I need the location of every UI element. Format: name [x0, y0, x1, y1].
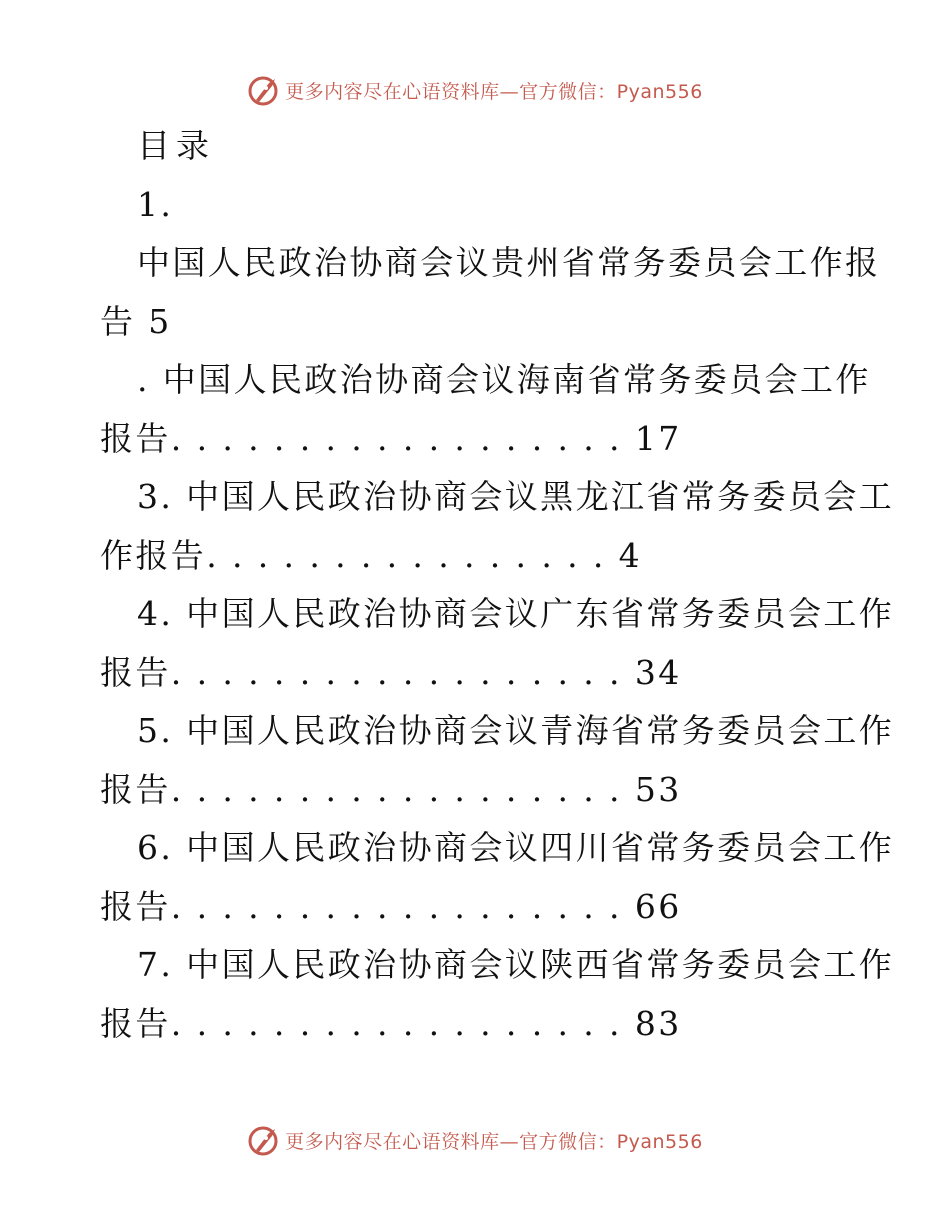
toc-line: 3. 中国人民政治协商会议黑龙江省常务委员会工 — [137, 477, 895, 516]
pen-nib-logo-icon — [247, 73, 281, 107]
toc-line: 报告. . . . . . . . . . . . . . . . . . 83 — [100, 1003, 682, 1043]
toc-title: 目录 — [137, 126, 215, 165]
header-watermark — [0, 70, 950, 110]
watermark-text: 更多内容尽在心语资料库—官方微信：Pyan556 — [285, 1130, 703, 1153]
toc-line: 报告. . . . . . . . . . . . . . . . . . 34 — [100, 652, 682, 692]
toc-line: 告 5 — [100, 301, 172, 341]
toc-line: 报告. . . . . . . . . . . . . . . . . . 53 — [100, 769, 682, 809]
toc-line: 报告. . . . . . . . . . . . . . . . . . 17 — [100, 418, 682, 458]
toc-line: 5. 中国人民政治协商会议青海省常务委员会工作 — [137, 711, 895, 750]
toc-line: 1. — [137, 184, 174, 224]
watermark-text: 更多内容尽在心语资料库—官方微信：Pyan556 — [285, 80, 703, 103]
toc-line: 作报告. . . . . . . . . . . . . . . . 4 — [100, 535, 643, 575]
footer-watermark — [0, 1120, 950, 1160]
toc-line: 中国人民政治协商会议贵州省常务委员会工作报 — [137, 243, 881, 282]
wechat-id: Pyan556 — [616, 80, 703, 103]
toc-line: 报告. . . . . . . . . . . . . . . . . . 66 — [100, 886, 682, 926]
toc-line: 7. 中国人民政治协商会议陕西省常务委员会工作 — [137, 945, 895, 984]
toc-line: . 中国人民政治协商会议海南省常务委员会工作 — [137, 360, 871, 399]
pen-nib-logo-icon — [247, 1123, 281, 1157]
toc-body — [100, 117, 895, 1053]
wechat-id: Pyan556 — [616, 1130, 703, 1153]
toc-line: 6. 中国人民政治协商会议四川省常务委员会工作 — [137, 828, 895, 867]
toc-line: 4. 中国人民政治协商会议广东省常务委员会工作 — [137, 594, 895, 633]
